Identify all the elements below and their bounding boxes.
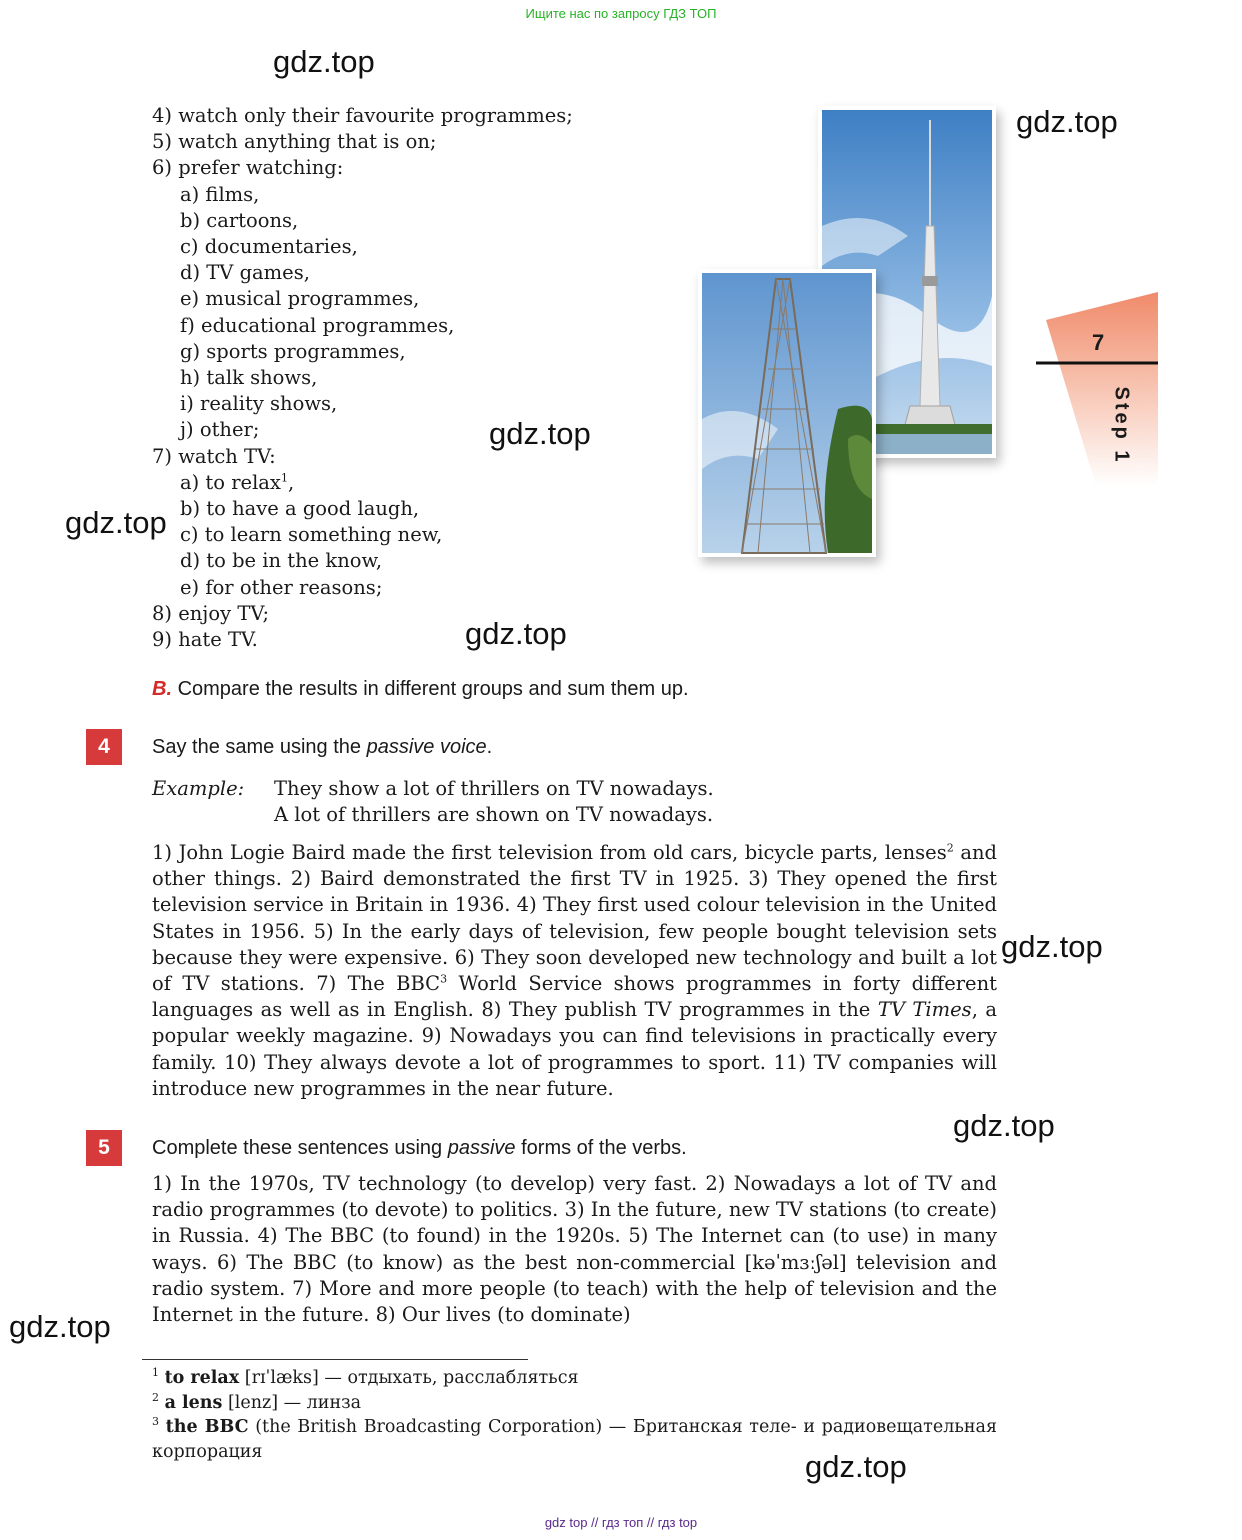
list-item-text: c) to learn something new, [180, 523, 443, 547]
list-item [152, 417, 672, 443]
footnote [152, 1366, 997, 1391]
footnote-term: a lens [164, 1392, 223, 1413]
list-item-text: j) other; [180, 418, 260, 442]
watermark: gdz.top [65, 505, 167, 540]
watermark: gdz.top [1001, 929, 1103, 964]
list-item [152, 365, 672, 391]
shukhov-tower-photo [698, 269, 876, 557]
sentence-text: World Service shows programmes in forty different languages as well as in English. 8) They publish TV programmes in the [152, 972, 997, 1022]
footnote-ref: 2 [946, 841, 954, 855]
list-item-text: e) for other reasons; [180, 575, 383, 599]
exercise-5-sentences [152, 1171, 997, 1328]
list-item [152, 575, 672, 601]
list-item [152, 627, 672, 653]
bottom-links[interactable]: gdz top // гдз топ // гдз top [544, 1515, 698, 1530]
list-item-text: d) TV games, [180, 261, 310, 285]
part-b-text: Compare the results in different groups and sum them up. [177, 678, 689, 700]
watermark: gdz.top [805, 1449, 907, 1484]
list-item-text: h) talk shows, [180, 366, 318, 390]
footnote-ref: 3 [440, 972, 448, 986]
list-item-text: f) educational programmes, [180, 313, 455, 337]
survey-list [152, 103, 672, 653]
search-banner: Ищите нас по запросу ГДЗ ТОП [525, 6, 717, 21]
footnote-term: the BBC [165, 1417, 249, 1437]
list-item [152, 601, 672, 627]
instruction-emphasis: passive voice [366, 736, 487, 758]
watermark: gdz.top [465, 616, 567, 651]
side-tab-shape [1036, 290, 1160, 486]
exercise-4-sentences [152, 840, 997, 1102]
list-item-text: a) films, [180, 182, 260, 206]
list-item-text: 9) hate TV. [152, 628, 258, 652]
list-item-text: c) documentaries, [180, 235, 358, 259]
list-item [152, 496, 672, 522]
list-item [152, 182, 672, 208]
watermark: gdz.top [273, 44, 375, 79]
watermark: gdz.top [953, 1108, 1055, 1143]
exercise-5-instruction [152, 1137, 687, 1160]
footnote-number: 3 [152, 1415, 159, 1429]
list-item [152, 155, 672, 181]
list-item [152, 522, 672, 548]
list-item [152, 103, 672, 129]
list-item [152, 260, 672, 286]
list-item-text: , [287, 470, 295, 494]
list-item-text: 8) enjoy TV; [152, 601, 270, 625]
instruction-emphasis: passive [447, 1137, 516, 1159]
example-sentence-active: They show a lot of thrillers on TV nowadays. [274, 777, 714, 800]
footnote-definition: (the British Broadcasting Corporation) — Британская теле- и радиовещательная корпорация [152, 1417, 997, 1462]
watermark: gdz.top [489, 416, 591, 451]
list-item-text: 7) watch TV: [152, 444, 276, 468]
list-item-text: 5) watch anything that is on; [152, 130, 437, 154]
exercise-4-instruction [152, 736, 492, 759]
watermark: gdz.top [1016, 104, 1118, 139]
footnote [152, 1415, 997, 1464]
unit-number: 7 [1092, 330, 1105, 355]
list-item [152, 313, 672, 339]
list-item [152, 339, 672, 365]
list-item [152, 444, 672, 470]
part-b-letter: B. [152, 678, 172, 700]
list-item [152, 208, 672, 234]
footnote-divider [142, 1359, 528, 1360]
list-item [152, 129, 672, 155]
unit-side-tab [1036, 290, 1160, 486]
tower-illustration [698, 269, 876, 557]
list-item [152, 234, 672, 260]
list-item-text: 4) watch only their favourite programmes; [152, 104, 573, 127]
list-item [152, 286, 672, 312]
exercise-number-4: 4 [86, 729, 122, 765]
instruction-text: Complete these sentences using [152, 1137, 448, 1159]
step-label: Step 1 [1110, 386, 1133, 465]
list-item [152, 391, 672, 417]
list-item-text: 6) prefer watching: [152, 156, 344, 180]
instruction-text: Say the same using the [152, 736, 367, 758]
sentence-text: and other things. 2) Baird demonstrated the first TV in 1925. 3) They opened the first television service in Britain in 1936. 4) They first used colour television in the United States in 1956. 5) In the early days of television, few people bought television sets because they were expensive. 6) They soon developed new technology and built a lot of TV stations. 7) The BBC [152, 841, 997, 996]
watermark: gdz.top [9, 1309, 111, 1344]
sentence-text: 1) John Logie Baird made the first television from old cars, bicycle parts, lenses [152, 841, 947, 864]
footnote-definition: [lenz] — линза [222, 1392, 362, 1413]
list-item-text: e) musical programmes, [180, 287, 420, 311]
magazine-title: TV Times [877, 998, 972, 1022]
list-item-text: a) to relax [180, 470, 281, 494]
footnote [152, 1391, 997, 1416]
list-item [152, 548, 672, 574]
footnotes [152, 1366, 997, 1464]
list-item-text: d) to be in the know, [180, 549, 383, 573]
exercise-number-5: 5 [86, 1130, 122, 1166]
footnote-term: to relax [164, 1368, 240, 1388]
exercise-4-example [152, 776, 997, 828]
example-label: Example: [152, 777, 245, 800]
footnote-ref: 1 [280, 471, 288, 485]
list-item-text: b) to have a good laugh, [180, 497, 420, 521]
example-sentence-passive: A lot of thrillers are shown on TV nowadays. [274, 803, 714, 827]
footnote-number: 1 [152, 1366, 159, 1380]
sentence-text: 1) In the 1970s, TV technology (to develop) very fast. 2) Nowadays a lot of TV and radio programmes (to devote) to politics. 3) In the future, new TV stations (to create) in Russia. 4) The BBC (to found) in the 1920s. 5) The Internet can (to use) in many ways. 6) The BBC (to know) as the best non-commercial [kəˈmɜːʃəl] television and radio system. 7) More and more people (to teach) with the help of television and the Internet in the future. 8) Our lives (to dominate) [152, 1172, 997, 1327]
list-item-text: i) reality shows, [180, 392, 338, 416]
instruction-text: forms of the verbs. [515, 1137, 687, 1159]
instruction-text: . [486, 736, 493, 758]
list-item-text: g) sports programmes, [180, 339, 406, 363]
part-b-instruction [152, 678, 689, 701]
footnote-number: 2 [152, 1390, 159, 1404]
list-item [152, 470, 672, 496]
list-item-text: b) cartoons, [180, 208, 299, 232]
sentence-text: , a popular weekly magazine. 9) Nowadays you can find televisions in practically every family. 10) They always devote a lot of programmes to sport. 11) TV companies will introduce new programmes in the near future. [152, 998, 998, 1100]
footnote-definition: [rɪˈlæks] — отдыхать, расслабляться [239, 1368, 579, 1388]
